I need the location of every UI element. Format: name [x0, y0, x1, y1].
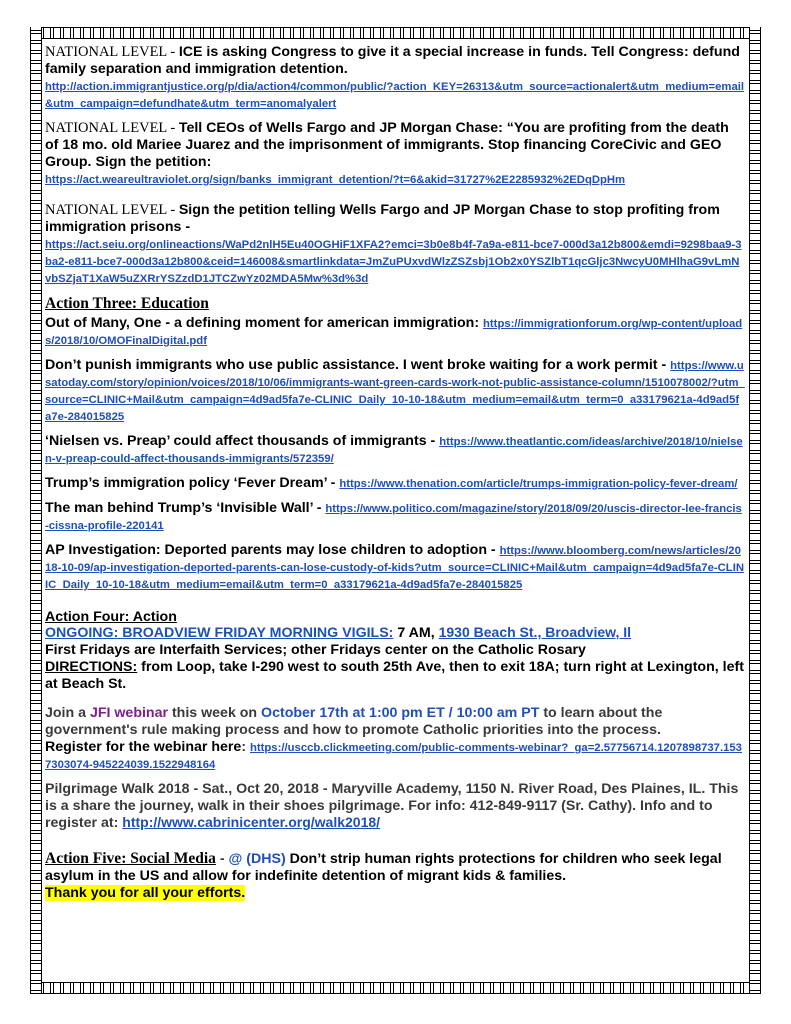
register-label: Register for the webinar here: [45, 739, 242, 755]
education-item-6: [45, 542, 745, 593]
education-item-5: [45, 500, 745, 534]
national-item-1: [45, 44, 745, 112]
register-colon: :: [241, 739, 250, 755]
first-fridays-text: First Fridays are Interfaith Services; other Fridays center on the Catholic Rosary: [45, 642, 586, 658]
pilgrimage-link[interactable]: http://www.cabrinicenter.org/walk2018/: [122, 814, 381, 830]
national-item-3: [45, 202, 745, 287]
level-label: NATIONAL LEVEL -: [45, 202, 179, 218]
ongoing-label: ONGOING: BROADVIEW FRIDAY MORNING VIGILS:: [45, 625, 394, 641]
webinar-post: to learn about the government's rule making process and how to promote Catholic priorities into the process.: [45, 705, 663, 738]
item-text: The man behind Trump’s ‘Invisible Wall’ -: [45, 500, 326, 516]
link[interactable]: https://act.weareultraviolet.org/sign/banks_immigrant_detention/?t=6&akid=31727%2E2285932%2EDqDpHm: [45, 174, 626, 186]
action-five-text: Don’t strip human rights protections for children who seek legal asylum in the US and allow for indefinite detention of migrant kids & families.: [45, 851, 722, 884]
webinar-name: JFI webinar: [89, 705, 169, 721]
link[interactable]: https://www.bloomberg.com/news/articles/2018-10-09/ap-investigation-deported-parents-can-lose-custody-of-kids?utm_source=CLINIC+Mail&utm_campaign=4d9ad5fa7e-CLINIC_Daily_10-10-18&utm_medium=email&utm_term=0_a33179621a-4d9ad5fa7e-284015825: [45, 545, 744, 591]
link[interactable]: https://www.thenation.com/article/trumps-immigration-policy-fever-dream/: [339, 478, 738, 490]
action-five-block: [45, 850, 745, 902]
item-text: Trump’s immigration policy ‘Fever Dream’ -: [45, 475, 340, 491]
action-four-heading: Action Four: Action: [45, 609, 177, 625]
vigils-block: [45, 625, 745, 693]
link[interactable]: https://immigrationforum.org/wp-content/uploads/2018/10/OMOFinalDigital.pdf: [45, 318, 743, 347]
education-item-1: [45, 315, 745, 349]
national-item-2: [45, 120, 745, 188]
border-bottom: [30, 982, 761, 994]
page-content: [45, 44, 745, 910]
directions-label: DIRECTIONS:: [45, 659, 138, 675]
dash: -: [215, 851, 229, 867]
level-label: NATIONAL LEVEL -: [45, 44, 179, 60]
item-text: Tell CEOs of Wells Fargo and JP Morgan Chase: “You are profiting from the death of 18 mo. old Mariee Juarez and the imprisonment of immigrants. Stop financing CoreCivic and GEO Group. Sign the petition:: [45, 120, 729, 170]
action-five-heading: Action Five: Social Media: [45, 850, 216, 867]
item-text: ‘Nielsen vs. Preap’ could affect thousands of immigrants -: [45, 433, 440, 449]
border-left: [30, 27, 42, 994]
link[interactable]: https://www.theatlantic.com/ideas/archive/2018/10/nielsen-v-preap-could-affect-thousands-immigrants/572359/: [45, 436, 743, 465]
link[interactable]: https://www.usatoday.com/story/opinion/voices/2018/10/06/immigrants-want-green-cards-work-not-public-assistance-column/1510078002/?utm_source=CLINIC+Mail&utm_campaign=4d9ad5fa7e-CLINIC_Daily_10-10-18&utm_medium=email&utm_term=0_a33179621a-4d9ad5fa7e-284015825: [45, 360, 745, 423]
ongoing-time: 7 AM,: [393, 625, 439, 641]
item-text: Don’t punish immigrants who use public assistance. I went broke waiting for a work permit -: [45, 357, 671, 373]
item-text: AP Investigation: Deported parents may lose children to adoption -: [45, 542, 500, 558]
item-text: Out of Many, One - a defining moment for american immigration:: [45, 315, 484, 331]
webinar-pre: Join a: [45, 705, 90, 721]
pilgrimage-block: [45, 781, 745, 832]
border-top: [30, 27, 761, 39]
item-text: ICE is asking Congress to give it a special increase in funds. Tell Congress: defund family separation and immigration detention.: [45, 44, 740, 77]
level-label: NATIONAL LEVEL -: [45, 120, 179, 136]
webinar-mid: this week on: [168, 705, 262, 721]
webinar-date: October 17th at 1:00 pm ET / 10:00 am PT: [261, 705, 540, 721]
webinar-block: [45, 705, 745, 773]
border-right: [749, 27, 761, 994]
link[interactable]: https://act.seiu.org/onlineactions/WaPd2nlH5Eu40OGHiF1XFA2?emci=3b0e8b4f-7a9a-e811-bce7-000d3a12b800&emdi=9298baa9-3ba2-e811-bce7-000d3a12b800&ceid=146008&smartlinkdata=JmZuPUxvdWlzZSZsbj1Ob2x0YSZlbT1qcGljc3NwcyU0MHlhaG9vLmNvbSZjaT1XaW5uZXRrYSZzdD1JTCZwYz02MDA5Mw%3d%3d: [45, 239, 742, 285]
education-item-4: [45, 475, 745, 492]
directions-text: from Loop, take I-290 west to south 25th Ave, then to exit 18A; turn right at Lexington, left at Beach St.: [45, 659, 744, 692]
thanks-text: Thank you for all your efforts.: [45, 885, 246, 901]
link[interactable]: http://action.immigrantjustice.org/p/dia/action4/common/public/?action_KEY=26313&utm_source=actionalert&utm_medium=email&utm_campaign=defundhate&utm_term=anomalyalert: [45, 81, 745, 110]
register-link[interactable]: https://usccb.clickmeeting.com/public-comments-webinar?_ga=2.57756714.1207898737.1537303074-945224039.1522948164: [45, 742, 742, 771]
education-item-2: [45, 357, 745, 425]
address-link[interactable]: 1930 Beach St., Broadview, Il: [438, 624, 632, 640]
link[interactable]: https://www.politico.com/magazine/story/2018/09/20/uscis-director-lee-francis-cissna-profile-220141: [45, 503, 742, 532]
action-three-heading: Action Three: Education: [45, 295, 209, 312]
dhs-handle: @ (DHS): [228, 851, 286, 867]
item-text: Sign the petition telling Wells Fargo and JP Morgan Chase to stop profiting from immigration prisons -: [45, 202, 720, 235]
education-item-3: [45, 433, 745, 467]
pilgrimage-text: Pilgrimage Walk 2018 - Sat., Oct 20, 2018 - Maryville Academy, 1150 N. River Road, Des Plaines, IL. This is a share the journey, walk in their shoes pilgrimage. For info: 412-849-9117 (Sr. Cathy). Info and to register at:: [45, 781, 739, 831]
